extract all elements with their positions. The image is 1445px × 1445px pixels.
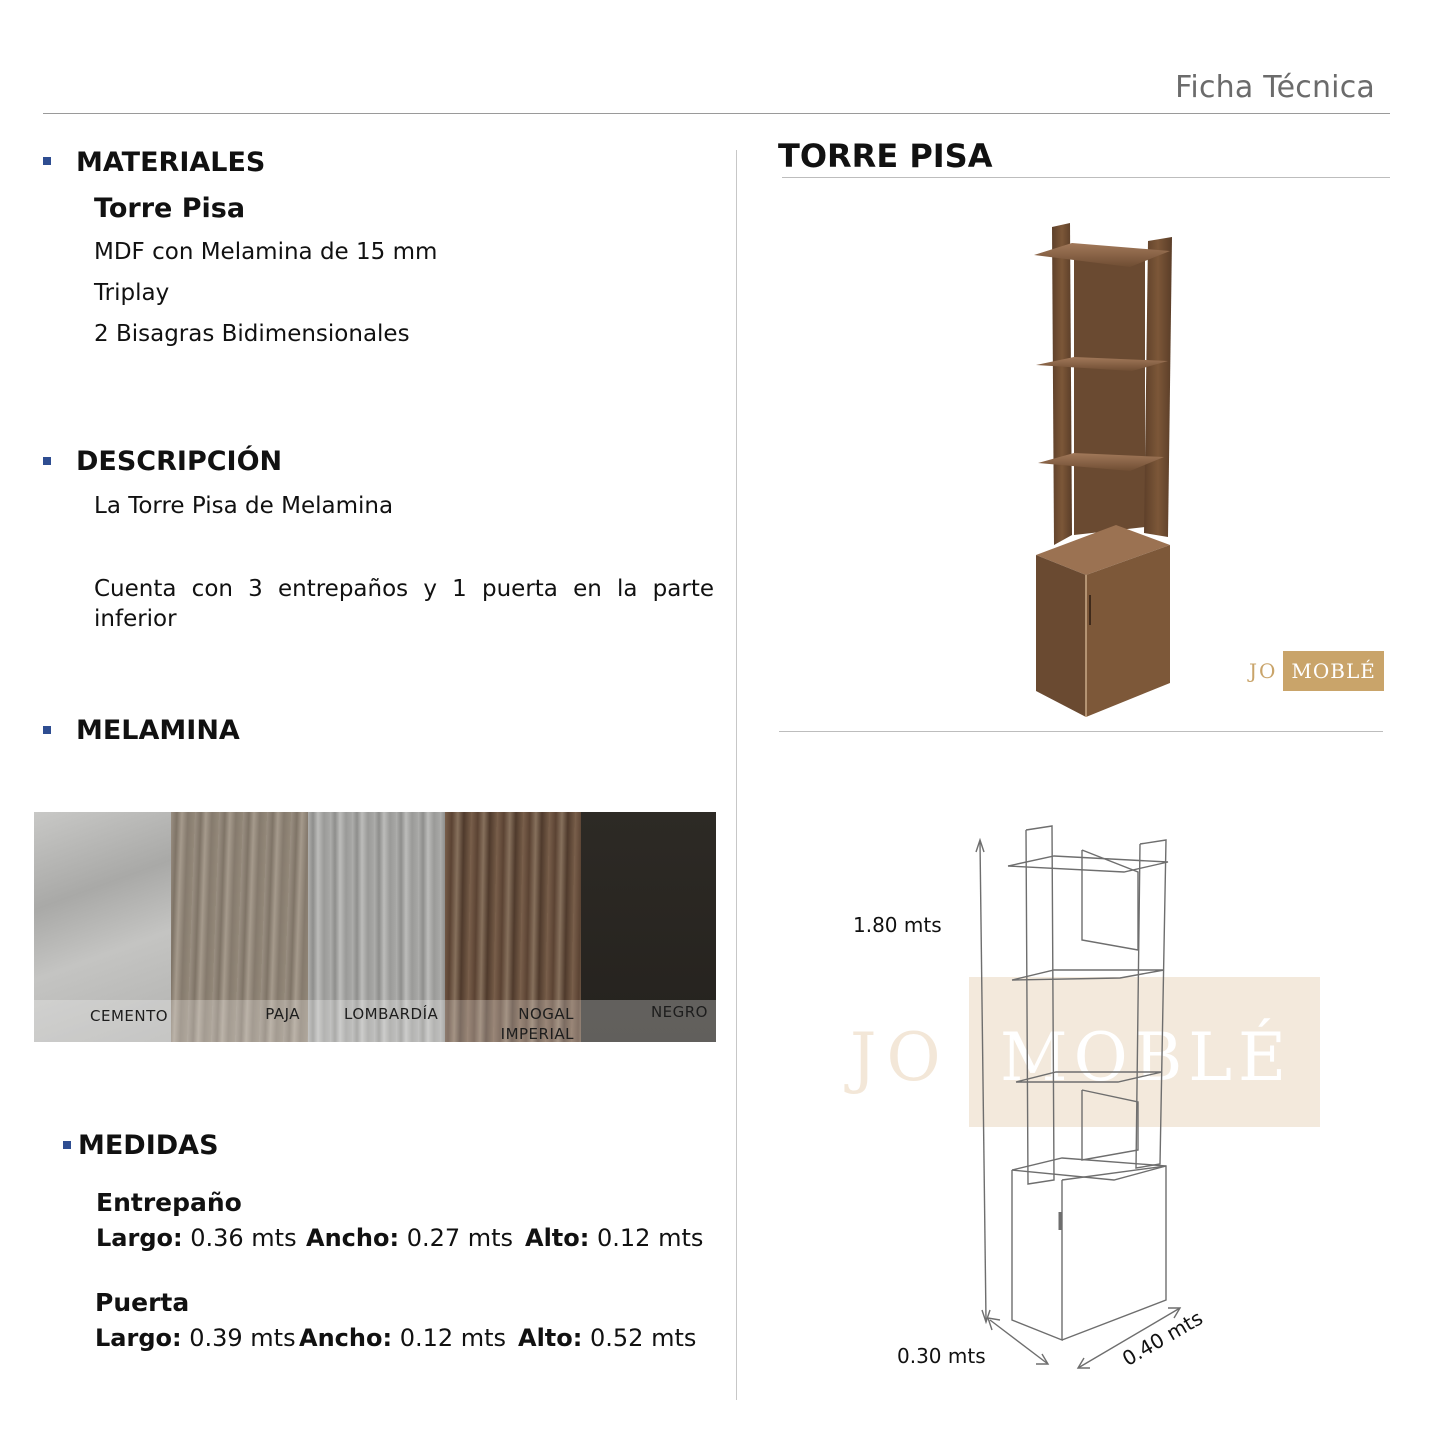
photo-divider [779, 731, 1383, 732]
swatch-label: NEGRO [650, 1003, 708, 1021]
puerta-alto [518, 1324, 696, 1352]
column-divider [736, 150, 737, 1400]
width-dimension-label: 0.40 mts [1118, 1305, 1207, 1371]
swatch-label: NOGAL IMPERIAL [500, 1005, 574, 1042]
bullet-icon [43, 726, 51, 734]
depth-dimension-label: 0.30 mts [897, 1344, 986, 1368]
entrepano-title: Entrepaño [96, 1188, 242, 1217]
puerta-title: Puerta [95, 1288, 190, 1317]
arrow-head [988, 1318, 1000, 1330]
ancho-value: 0.12 mts [399, 1324, 507, 1352]
entrepano-largo [96, 1224, 297, 1252]
drawing-shelf [1008, 856, 1168, 872]
puerta-largo [95, 1324, 296, 1352]
material-item: Triplay [94, 280, 170, 306]
entrepano-alto [525, 1224, 703, 1252]
material-item: MDF con Melamina de 15 mm [94, 239, 438, 265]
alto-value: 0.52 mts [590, 1324, 697, 1352]
puerta-ancho [299, 1324, 506, 1352]
swatch-lombardia [308, 812, 445, 1042]
material-item: 2 Bisagras Bidimensionales [94, 321, 410, 347]
drawing-left-upright [1026, 826, 1054, 1184]
bullet-icon [63, 1141, 71, 1149]
height-arrow [980, 842, 986, 1320]
swatch-paja [171, 812, 308, 1042]
descripcion-line-2: Cuenta con 3 entrepaños y 1 puerta en la parte inferior [94, 576, 714, 632]
alto-value: 0.12 mts [597, 1224, 704, 1252]
back-panel [1074, 245, 1145, 535]
product-title: TORRE PISA [778, 137, 993, 175]
largo-label: Largo: [96, 1224, 183, 1252]
drawing-back-panel [1082, 850, 1138, 950]
descripcion-heading: DESCRIPCIÓN [76, 446, 283, 477]
bullet-icon [43, 157, 51, 165]
ancho-value: 0.27 mts [406, 1224, 514, 1252]
melamina-heading: MELAMINA [76, 715, 240, 746]
materiales-heading: MATERIALES [76, 147, 266, 178]
watermark-moble: MOBLÉ [1000, 1019, 1293, 1096]
product-title-divider [782, 177, 1390, 178]
medidas-heading: MEDIDAS [78, 1130, 219, 1161]
alto-label: Alto: [518, 1324, 583, 1352]
height-dimension-label: 1.80 mts [853, 913, 942, 937]
swatch-negro [581, 812, 716, 1042]
drawing-back-panel [1082, 1090, 1138, 1160]
brand-logo [1243, 651, 1384, 691]
product-photo [1020, 215, 1190, 725]
technical-drawing [970, 820, 1210, 1380]
ancho-label: Ancho: [299, 1324, 393, 1352]
swatch-nogal-imperial [445, 812, 582, 1042]
drawing-right-upright [1136, 840, 1166, 1168]
left-upright [1052, 223, 1072, 545]
largo-value: 0.39 mts [189, 1324, 296, 1352]
drawing-cabinet-door [1062, 1166, 1166, 1340]
swatch-cemento [34, 812, 171, 1042]
swatch-label: CEMENTO [90, 1007, 169, 1025]
drawing-cabinet-side [1012, 1170, 1062, 1340]
swatch-label: PAJA [265, 1005, 300, 1023]
drawing-shelf [1016, 1072, 1162, 1082]
watermark-jo: JO [850, 1019, 951, 1096]
depth-arrow [990, 1320, 1048, 1364]
header-divider [43, 113, 1390, 114]
ancho-label: Ancho: [306, 1224, 400, 1252]
entrepano-ancho [306, 1224, 513, 1252]
document-title: Ficha Técnica [1175, 70, 1375, 105]
swatch-label: LOMBARDÍA [344, 1005, 439, 1023]
brand-logo-moble: MOBLÉ [1283, 651, 1383, 691]
cabinet-side [1036, 555, 1086, 717]
materiales-subheading: Torre Pisa [94, 193, 246, 224]
descripcion-line-1: La Torre Pisa de Melamina [94, 493, 394, 519]
alto-label: Alto: [525, 1224, 590, 1252]
cabinet-door [1086, 545, 1170, 717]
drawing-shelf [1012, 970, 1164, 980]
bullet-icon [43, 457, 51, 465]
largo-value: 0.36 mts [190, 1224, 297, 1252]
brand-logo-jo: JO [1249, 659, 1278, 683]
largo-label: Largo: [95, 1324, 182, 1352]
right-upright [1144, 237, 1172, 537]
